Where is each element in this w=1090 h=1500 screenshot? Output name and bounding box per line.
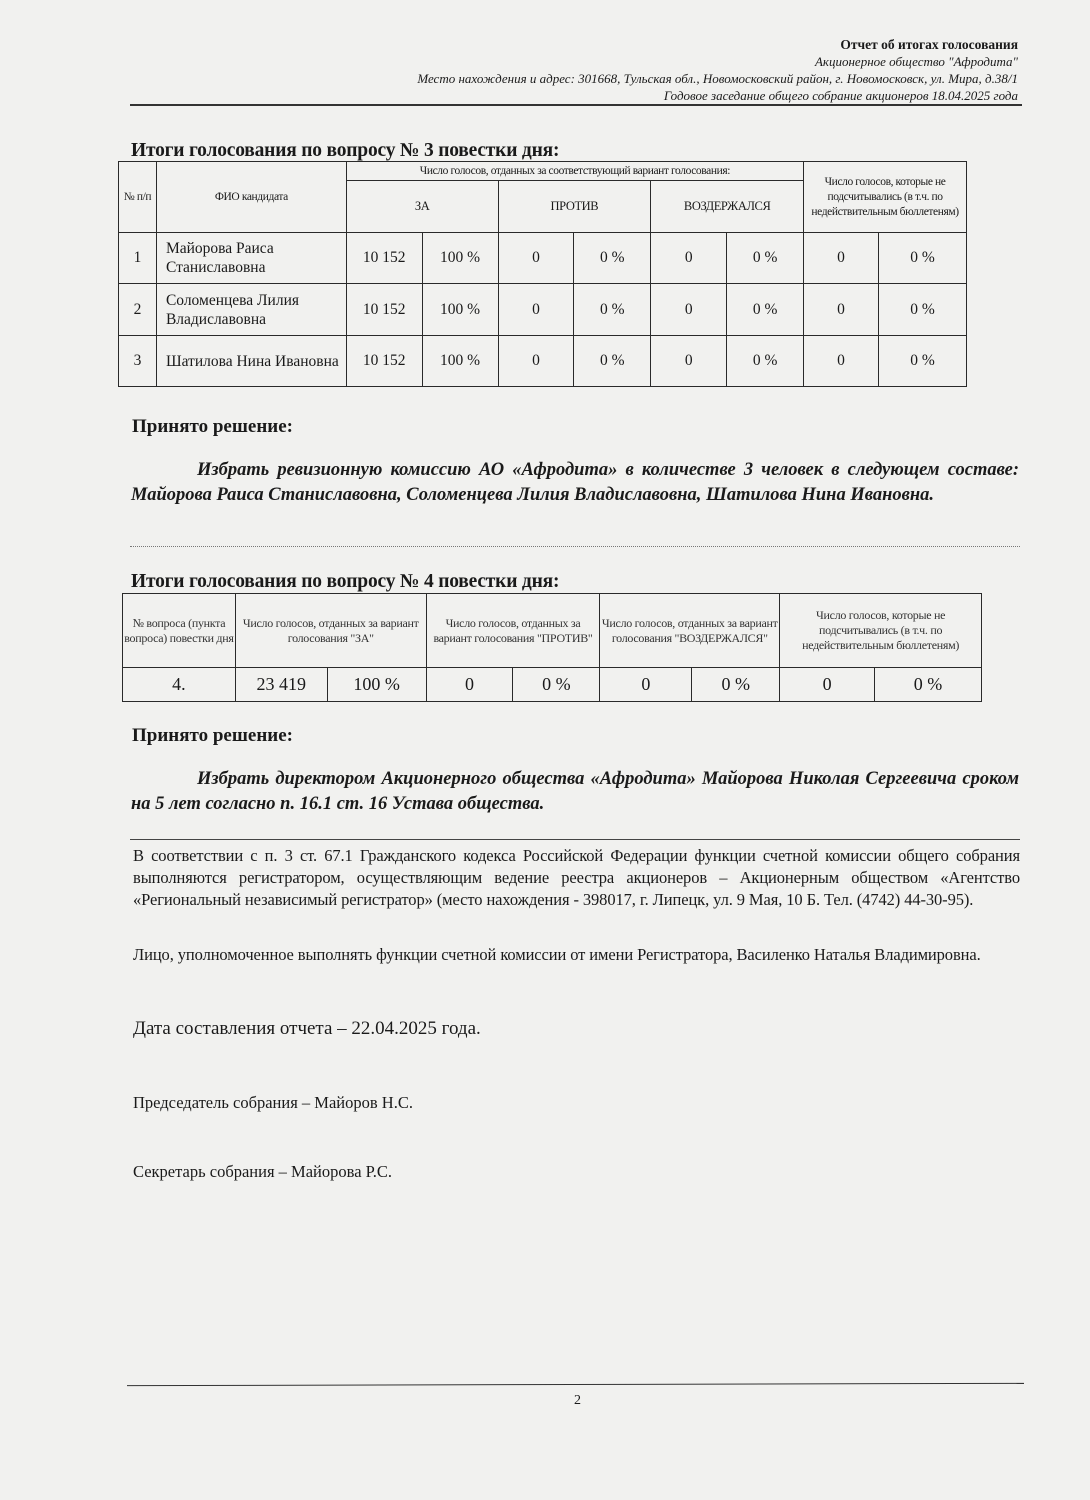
question4-table bbox=[122, 593, 982, 702]
votes-against: 0 bbox=[426, 668, 513, 702]
candidate-name: Майорова Раиса Станиславовна bbox=[156, 233, 346, 284]
col-header-for: Число голосов, отданных за вариант голосования "ЗА" bbox=[235, 594, 426, 668]
table-row bbox=[119, 284, 967, 336]
authorized-person: Лицо, уполномоченное выполнять функции счетной комиссии от имени Регистратора, Василенко Наталья Владимировна. bbox=[133, 945, 981, 964]
votes-invalid: 0 bbox=[804, 284, 879, 336]
votes-abstain-pct: 0 % bbox=[692, 668, 780, 702]
row-num: 1 bbox=[119, 233, 157, 284]
col-header-for: ЗА bbox=[346, 181, 498, 233]
votes-for: 23 419 bbox=[235, 668, 327, 702]
company-name: Акционерное общество "Афродита" bbox=[814, 54, 1018, 69]
table-row bbox=[123, 668, 982, 702]
votes-against: 0 bbox=[498, 233, 574, 284]
question3-title: Итоги голосования по вопросу № 3 повестки дня: bbox=[131, 140, 560, 161]
votes-against: 0 bbox=[498, 336, 574, 387]
votes-invalid: 0 bbox=[804, 233, 879, 284]
question3-decision-text: Избрать ревизионную комиссию АО «Афродита» в количестве 3 человек в следующем составе: Майорова Раиса Станиславовна, Соломенцева Лилия Владиславовна, Шатилова Нина Ивановна. bbox=[131, 460, 1019, 505]
votes-abstain-pct: 0 % bbox=[727, 233, 804, 284]
col-header-question-num: № вопроса (пункта вопроса) повестки дня bbox=[123, 594, 236, 668]
votes-against-pct: 0 % bbox=[513, 668, 600, 702]
report-header bbox=[417, 36, 1018, 104]
col-header-abstain: Число голосов, отданных за вариант голосования "ВОЗДЕРЖАЛСЯ" bbox=[600, 594, 780, 668]
question4-decision-text: Избрать директором Акционерного общества «Афродита» Майорова Николая Сергеевича сроком на 5 лет согласно п. 16.1 ст. 16 Устава общества. bbox=[131, 769, 1019, 814]
votes-abstain: 0 bbox=[651, 233, 727, 284]
chairman-signature: Председатель собрания – Майоров Н.С. bbox=[133, 1093, 413, 1112]
company-address: Место нахождения и адрес: 301668, Тульская обл., Новомосковский район, г. Новомосковск, ул. Мира, д.38/1 bbox=[417, 71, 1018, 86]
votes-abstain: 0 bbox=[651, 336, 727, 387]
table-row bbox=[119, 336, 967, 387]
footer-divider bbox=[127, 1383, 1024, 1386]
votes-abstain-pct: 0 % bbox=[727, 336, 804, 387]
votes-abstain: 0 bbox=[600, 668, 692, 702]
votes-invalid-pct: 0 % bbox=[879, 233, 967, 284]
votes-for: 10 152 bbox=[346, 284, 422, 336]
votes-invalid-pct: 0 % bbox=[879, 284, 967, 336]
votes-invalid-pct: 0 % bbox=[875, 668, 982, 702]
page-number: 2 bbox=[574, 1393, 581, 1408]
question-num: 4. bbox=[123, 668, 236, 702]
candidate-name: Соломенцева Лилия Владиславовна bbox=[156, 284, 346, 336]
question3-table bbox=[118, 161, 967, 387]
votes-for-pct: 100 % bbox=[422, 233, 498, 284]
col-header-against: Число голосов, отданных за вариант голосования "ПРОТИВ" bbox=[426, 594, 600, 668]
section-divider bbox=[130, 839, 1020, 840]
header-divider bbox=[130, 104, 1022, 106]
col-header-num: № п/п bbox=[119, 162, 157, 233]
table-row bbox=[119, 233, 967, 284]
col-header-group: Число голосов, отданных за соответствующий вариант голосования: bbox=[346, 162, 803, 181]
votes-for-pct: 100 % bbox=[422, 336, 498, 387]
col-header-invalid: Число голосов, которые не подсчитывались (в т.ч. по недействительным бюллетеням) bbox=[804, 162, 967, 233]
votes-for: 10 152 bbox=[346, 233, 422, 284]
row-num: 3 bbox=[119, 336, 157, 387]
votes-invalid: 0 bbox=[780, 668, 875, 702]
row-num: 2 bbox=[119, 284, 157, 336]
votes-against-pct: 0 % bbox=[574, 233, 651, 284]
col-header-invalid: Число голосов, которые не подсчитывались (в т.ч. по недействительным бюллетеням) bbox=[780, 594, 982, 668]
section-divider bbox=[130, 546, 1020, 547]
report-date: Дата составления отчета – 22.04.2025 года. bbox=[133, 1018, 481, 1039]
registrar-paragraph: В соответствии с п. 3 ст. 67.1 Гражданского кодекса Российской Федерации функции счетной комиссии общего собрания выполняются регистратором, осуществляющим ведение реестра акционеров – Акционерным обществом «Агентство «Региональный независимый регистратор» (место нахождения - 398017, г. Липецк, ул. 9 Мая, 10 Б. Тел. (4742) 44-30-95). bbox=[133, 846, 1020, 909]
votes-for-pct: 100 % bbox=[327, 668, 426, 702]
col-header-name: ФИО кандидата bbox=[156, 162, 346, 233]
secretary-signature: Секретарь собрания – Майорова Р.С. bbox=[133, 1162, 393, 1181]
question4-title: Итоги голосования по вопросу № 4 повестки дня: bbox=[131, 571, 560, 592]
votes-against: 0 bbox=[498, 284, 574, 336]
votes-against-pct: 0 % bbox=[574, 336, 651, 387]
report-title: Отчет об итогах голосования bbox=[840, 37, 1018, 52]
meeting-info: Годовое заседание общего собрание акционеров 18.04.2025 года bbox=[663, 88, 1018, 103]
question3-decision-label: Принято решение: bbox=[132, 416, 293, 437]
votes-invalid-pct: 0 % bbox=[879, 336, 967, 387]
votes-for-pct: 100 % bbox=[422, 284, 498, 336]
candidate-name: Шатилова Нина Ивановна bbox=[156, 336, 346, 387]
votes-for: 10 152 bbox=[346, 336, 422, 387]
votes-against-pct: 0 % bbox=[574, 284, 651, 336]
votes-invalid: 0 bbox=[804, 336, 879, 387]
votes-abstain-pct: 0 % bbox=[727, 284, 804, 336]
question4-decision-label: Принято решение: bbox=[132, 725, 293, 746]
votes-abstain: 0 bbox=[651, 284, 727, 336]
col-header-abstain: ВОЗДЕРЖАЛСЯ bbox=[651, 181, 804, 233]
col-header-against: ПРОТИВ bbox=[498, 181, 651, 233]
